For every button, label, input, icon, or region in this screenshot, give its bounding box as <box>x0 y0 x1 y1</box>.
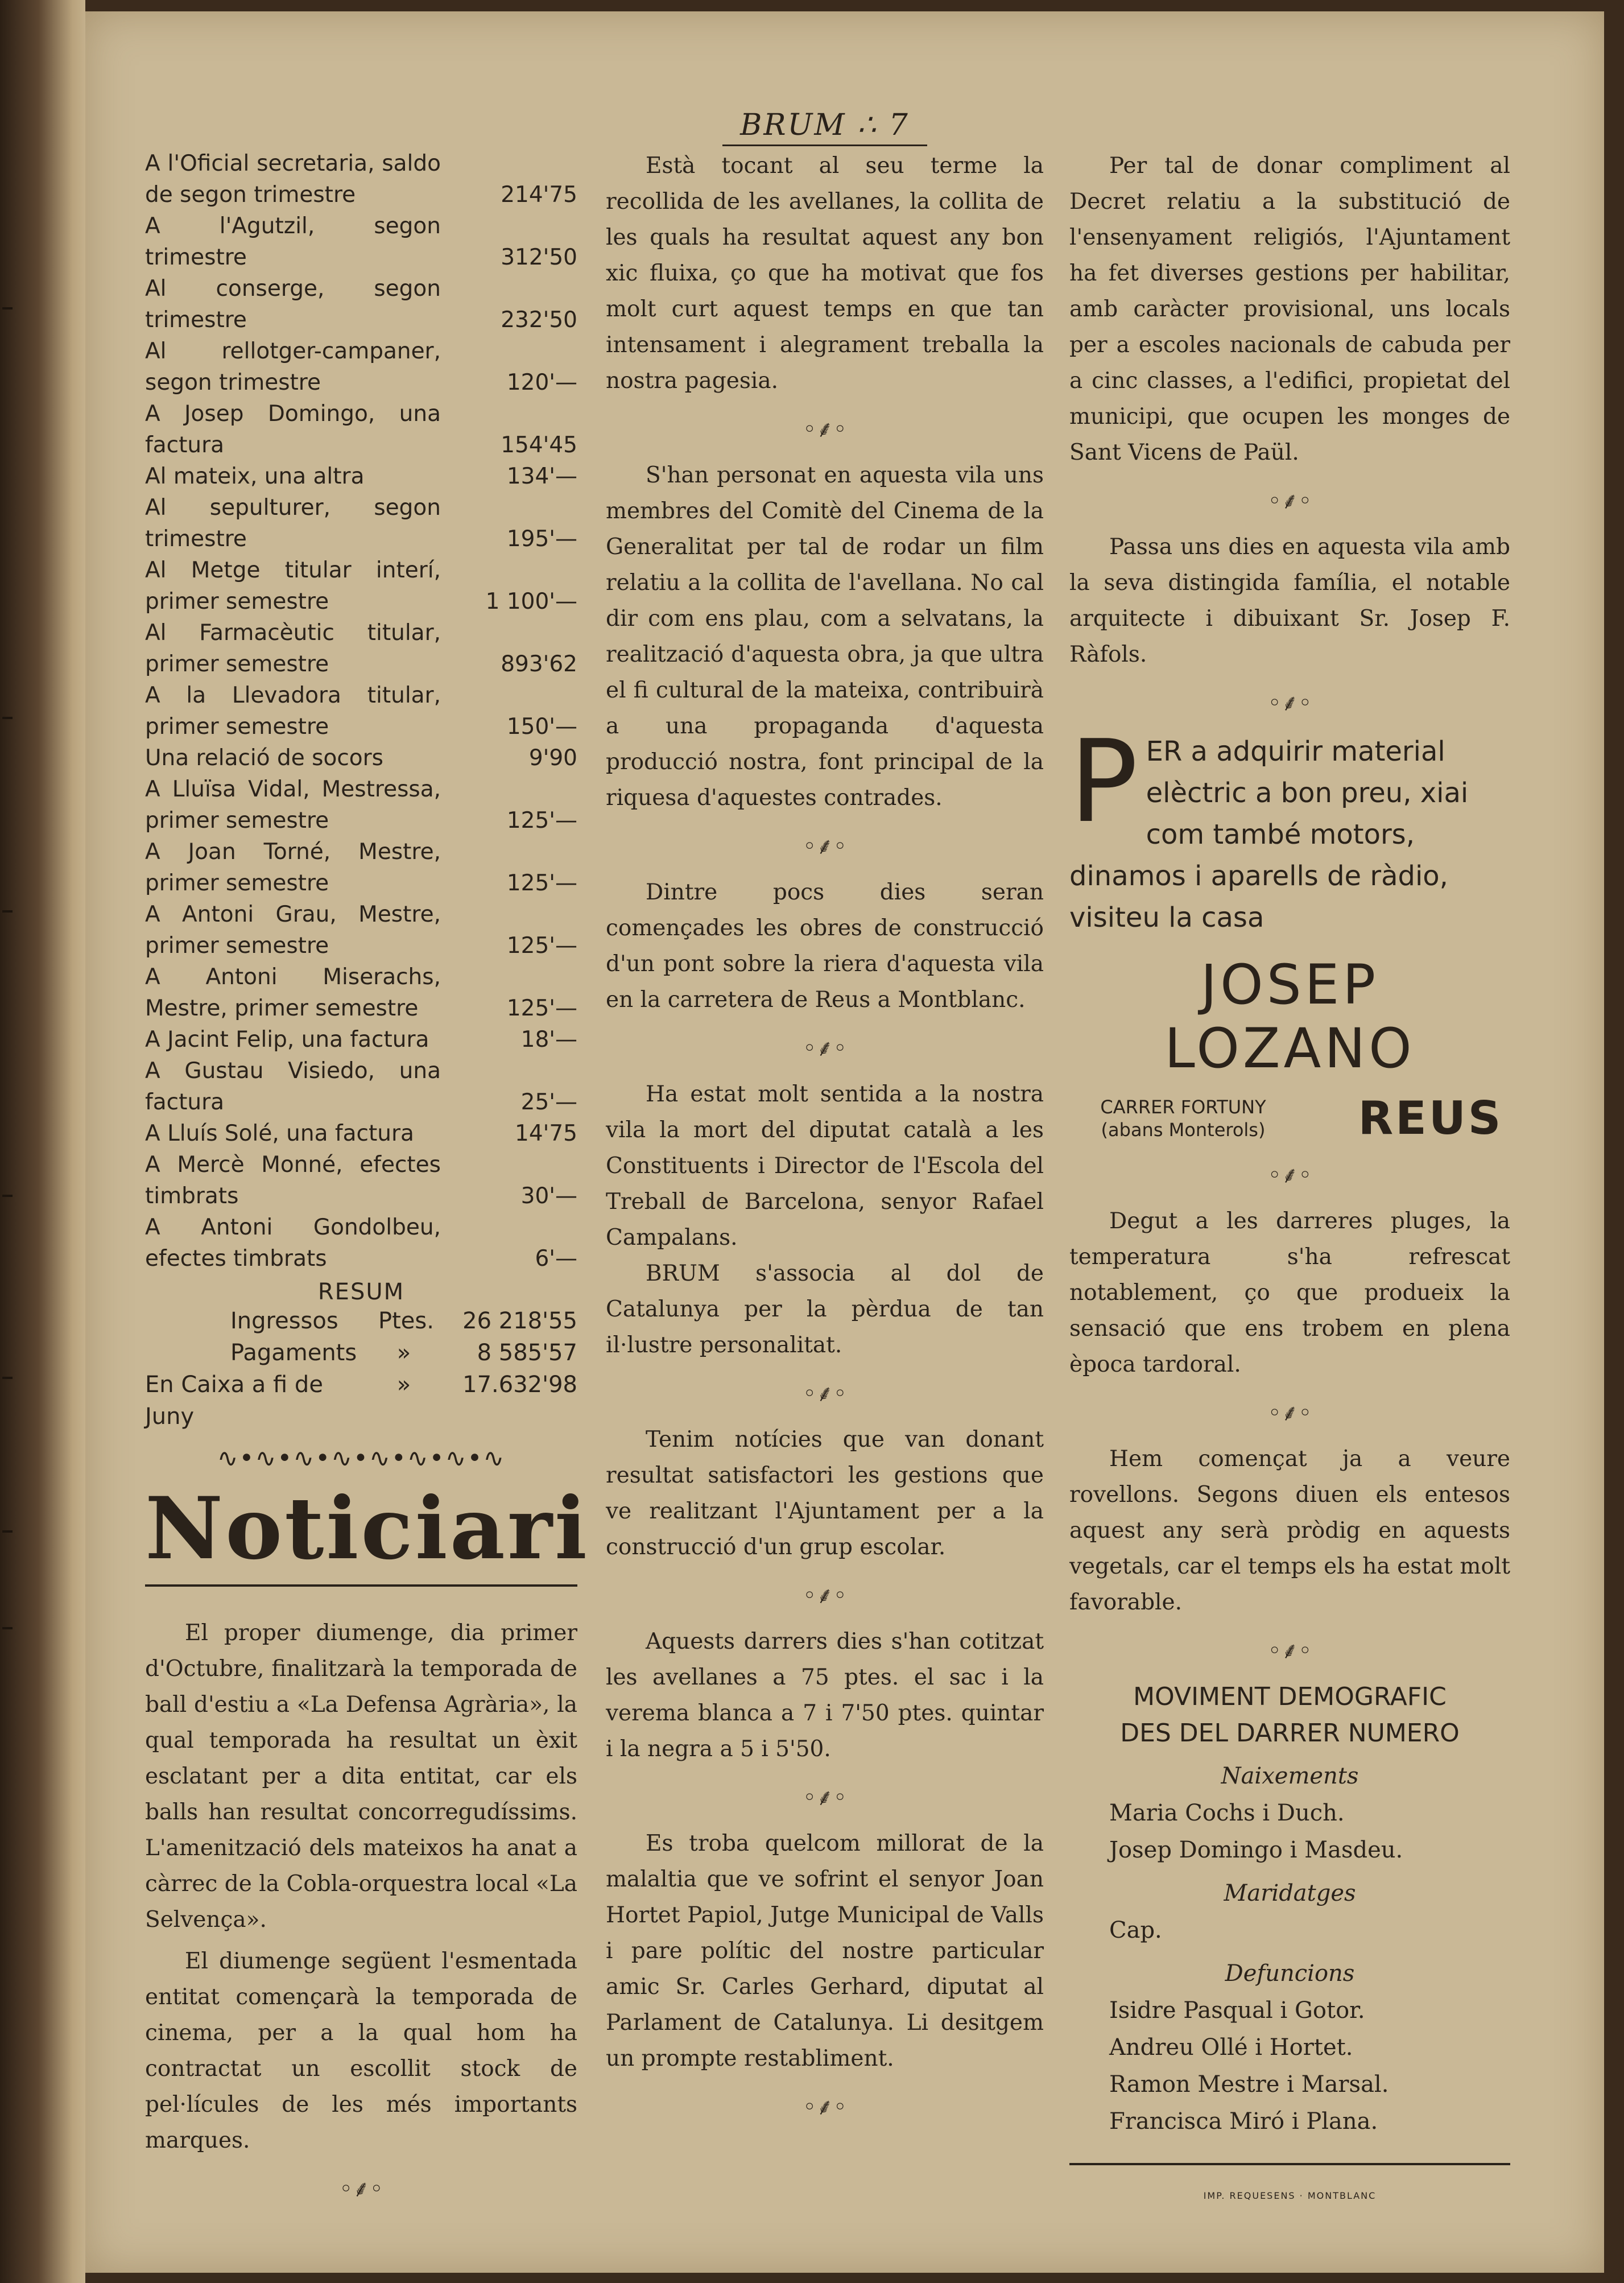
ad-address-row <box>1069 1092 1510 1145</box>
ledger-row <box>145 680 577 742</box>
ledger-row <box>145 1212 577 1274</box>
article-paragraph: S'han personat en aquesta vila uns membres del Comitè del Cinema de la Generalitat per tal de rodar un film relatiu a la collita de l'avellana. No cal dir com ens plau, com a selvatans, la realització d'aquesta obra, ja que ultra el fi cultural de la mateixa, contribuirà a una propaganda d'aquesta producció nostra, font principal de la riquesa d'aquestes contrades. <box>606 463 1044 811</box>
resum-unit: » <box>396 1372 411 1398</box>
resum-label: Ingressos <box>230 1308 338 1334</box>
ledger-amount: 214'75 <box>501 182 577 208</box>
ornament-divider: ◦⸙◦ <box>803 2094 847 2120</box>
section-title: Noticiari <box>145 1479 577 1587</box>
ledger-label: A Antoni Grau, Mestre, primer semestre <box>145 902 441 959</box>
margin-mark <box>2 307 13 309</box>
demographic-entry: Cap. <box>1109 1917 1162 1943</box>
article-paragraph: Ha estat molt sentida a la nostra vila la mort del diputat català a les Constituents i Director de l'Escola del Treball de Barcelona, senyor Rafael Campalans. <box>606 1081 1044 1250</box>
article-paragraph: Tenim notícies que van donant resultat satisfactori les gestions que ve realitzant l'Ajuntament per a la construcció d'un grup escolar. <box>606 1427 1044 1560</box>
ledger-row <box>145 273 577 336</box>
ledger-label: Al conserge, segon trimestre <box>145 276 441 333</box>
ledger-row <box>145 1055 577 1118</box>
demographic-entry: Andreu Ollé i Hortet. <box>1109 2034 1353 2061</box>
ledger-row <box>145 899 577 961</box>
ledger-row <box>145 1118 577 1149</box>
ledger-amount: 1 100'— <box>485 589 577 614</box>
ledger-amount: 120'— <box>506 370 577 395</box>
ad-address <box>1069 1096 1297 1141</box>
column-3 <box>1069 148 1510 2201</box>
resum-unit: Ptes. <box>378 1308 434 1334</box>
ad-text: ER a adquirir material elèctric a bon preu, xiai com també motors, dinamos i aparells de ràdio, visiteu la casa <box>1069 736 1469 934</box>
resum-row <box>145 1305 577 1337</box>
news-item <box>606 1624 1044 1767</box>
ledger-row <box>145 1149 577 1212</box>
ledger-row <box>145 836 577 899</box>
ledger-amount: 25'— <box>520 1089 577 1115</box>
article-paragraph: Degut a les darreres pluges, la temperatura s'ha refrescat notablement, ço que produeix la sensació que ens trobem en plena època tardoral. <box>1069 1208 1510 1377</box>
ledger-amount: 893'62 <box>501 651 577 677</box>
ledger-row <box>145 461 577 492</box>
demographic-entry: Maria Cochs i Duch. <box>1109 1800 1345 1826</box>
resum-label: En Caixa a fi de Juny <box>145 1372 323 1430</box>
article-paragraph: Hem començat ja a veure rovellons. Segons diuen els entesos aquest any serà pròdig en aquests vegetals, car el temps els ha estat molt favorable. <box>1069 1446 1510 1615</box>
ornament-divider: ◦⸙◦ <box>803 1785 847 1811</box>
ledger-amount: 6'— <box>535 1246 577 1271</box>
ad-dropcap: P <box>1069 716 1138 848</box>
demographic-entry: Ramon Mestre i Marsal. <box>1109 2071 1389 2098</box>
ad-street: CARRER FORTUNY <box>1100 1096 1266 1118</box>
ledger-label: A Lluïsa Vidal, Mestressa, primer semestre <box>145 777 441 833</box>
resum-table <box>145 1305 577 1432</box>
ledger-label: A Antoni Gondolbeu, efectes timbrats <box>145 1215 441 1271</box>
ornament-divider: ◦⸙◦ <box>803 1035 847 1062</box>
column-2 <box>606 148 1044 2135</box>
advertisement <box>1069 716 1510 1145</box>
ledger-row <box>145 336 577 398</box>
ledger-row <box>145 492 577 555</box>
article-paragraph: El proper diumenge, dia primer d'Octubre, finalitzarà la temporada de ball d'estiu a «La Defensa Agrària», la qual temporada ha resultat un èxit esclatant per a dita entitat, car els balls han resultat concorregudíssims. L'amenització dels mateixos ha anat a càrrec de la Cobla-orquestra local «La Selvença». <box>145 1620 577 1933</box>
ornament-divider: ◦⸙◦ <box>339 2176 383 2202</box>
column-3-articles-bottom <box>1069 1158 1510 1665</box>
ornament-divider: ◦⸙◦ <box>1267 1162 1312 1188</box>
ledger-amount: 195'— <box>506 526 577 552</box>
ad-city: REUS <box>1358 1092 1503 1145</box>
column-3-articles-top <box>1069 148 1510 717</box>
ledger-label: A Jacint Felip, una factura <box>145 1027 429 1052</box>
births-heading: Naixements <box>1221 1763 1359 1789</box>
column-2-articles <box>606 148 1044 2121</box>
ledger-label: A Lluís Solé, una factura <box>145 1121 414 1146</box>
ledger-table <box>145 148 577 1274</box>
news-item <box>606 148 1044 399</box>
margin-mark <box>2 1627 13 1629</box>
ledger-amount: 125'— <box>506 996 577 1021</box>
ledger-label: Una relació de socors <box>145 745 383 771</box>
ledger-row <box>145 774 577 836</box>
margin-mark <box>2 1377 13 1379</box>
ledger-label: Al sepulturer, segon trimestre <box>145 495 441 552</box>
ledger-row <box>145 555 577 617</box>
ledger-row <box>145 742 577 774</box>
ledger-amount: 150'— <box>506 714 577 740</box>
ornament-divider: ◦⸙◦ <box>1267 690 1312 716</box>
squiggle-divider: ∿•∿•∿•∿•∿•∿•∿•∿ <box>217 1444 506 1473</box>
resum-amount: 8 585'57 <box>477 1340 577 1366</box>
news-item <box>606 874 1044 1018</box>
ledger-label: Al Metge titular interí, primer semestre <box>145 558 441 614</box>
demographic-entry: Josep Domingo i Masdeu. <box>1109 1837 1403 1863</box>
resum-label: Pagaments <box>230 1340 357 1366</box>
ledger-label: Al rellotger-campaner, segon trimestre <box>145 338 441 395</box>
ledger-label: A Mercè Monné, efectes timbrats <box>145 1152 441 1209</box>
page-header: BRUM ∴ 7 <box>722 108 927 146</box>
marriages-heading: Maridatges <box>1224 1880 1356 1906</box>
ledger-label: A Antoni Miserachs, Mestre, primer semestre <box>145 964 441 1021</box>
column-1 <box>145 148 589 2217</box>
ledger-amount: 18'— <box>520 1027 577 1052</box>
margin-mark <box>2 1195 13 1197</box>
ledger-amount: 30'— <box>520 1183 577 1209</box>
deaths-list <box>1069 1992 1510 2140</box>
margin-mark <box>2 717 13 719</box>
ornament-divider: ◦⸙◦ <box>803 1583 847 1609</box>
article-paragraph: BRUM s'associa al dol de Catalunya per la pèrdua de tan il·lustre personalitat. <box>606 1261 1044 1358</box>
ledger-amount: 9'90 <box>528 745 577 771</box>
ledger-row <box>145 398 577 461</box>
ledger-row <box>145 210 577 273</box>
ledger-label: A Gustau Visiedo, una factura <box>145 1058 441 1115</box>
births-list <box>1069 1795 1510 1869</box>
margin-mark <box>2 910 13 913</box>
news-item <box>606 1076 1044 1363</box>
ledger-label: A l'Agutzil, segon trimestre <box>145 213 441 270</box>
ornament-divider: ◦⸙◦ <box>1267 1638 1312 1664</box>
article-paragraph: Està tocant al seu terme la recollida de les avellanes, la collita de les quals ha resultat aquest any bon xic fluixa, ço que ha motivat que fos molt curt aquest temps en que tan intensament i alegrament treballa la nostra pagesia. <box>606 153 1044 394</box>
ornament-divider: ◦⸙◦ <box>803 1381 847 1407</box>
ledger-row <box>145 148 577 210</box>
ad-street-old: (abans Monterols) <box>1101 1118 1266 1141</box>
book-binding <box>0 0 85 2283</box>
resum-row <box>145 1369 577 1432</box>
demographic-entry: Francisca Miró i Plana. <box>1109 2108 1378 2135</box>
ad-company-name: JOSEP LOZANO <box>1164 953 1415 1080</box>
ledger-amount: 312'50 <box>501 245 577 270</box>
ledger-row <box>145 617 577 680</box>
printer-imprint: IMP. REQUESENS · MONTBLANC <box>1203 2190 1377 2201</box>
ledger-amount: 125'— <box>506 870 577 896</box>
news-item <box>606 1826 1044 2076</box>
ledger-row <box>145 961 577 1024</box>
ornament-divider: ◦⸙◦ <box>1267 488 1312 514</box>
demographic-title-line1: MOVIMENT DEMOGRAFIC <box>1133 1682 1447 1711</box>
ledger-label: Al mateix, una altra <box>145 464 365 489</box>
ledger-label: A la Llevadora titular, primer semestre <box>145 683 441 740</box>
deaths-heading: Defuncions <box>1225 1960 1355 1987</box>
resum-title: RESUM <box>317 1279 405 1305</box>
resum-amount: 17.632'98 <box>462 1372 577 1398</box>
ledger-label: A l'Oficial secretaria, saldo de segon trimestre <box>145 151 441 208</box>
demographic-title <box>1069 1679 1510 1752</box>
article-paragraph: El diumenge següent l'esmentada entitat començarà la temporada de cinema, per a la qual hom ha contractat un escollit stock de pel·lícules de les més importants marques. <box>145 1948 577 2153</box>
ledger-amount: 14'75 <box>515 1121 577 1146</box>
margin-mark <box>2 1530 13 1533</box>
ledger-amount: 125'— <box>506 933 577 959</box>
resum-row <box>145 1337 577 1369</box>
ad-body <box>1069 716 1510 939</box>
ledger-label: A Josep Domingo, una factura <box>145 401 441 458</box>
ledger-amount: 134'— <box>506 464 577 489</box>
demographic-title-line2: DES DEL DARRER NUMERO <box>1120 1719 1460 1748</box>
news-item <box>606 457 1044 816</box>
ledger-row <box>145 1024 577 1055</box>
article-paragraph: Aquests darrers dies s'han cotitzat les avellanes a 75 ptes. el sac i la verema blanca a 7 i 7'50 ptes. quintar i la negra a 5 i 5'50. <box>606 1629 1044 1762</box>
resum-amount: 26 218'55 <box>462 1308 577 1334</box>
footer-rule <box>1069 2163 1510 2165</box>
ledger-label: Al Farmacèutic titular, primer semestre <box>145 620 441 677</box>
article-paragraph: Dintre pocs dies seran començades les obres de construcció d'un pont sobre la riera d'aquesta vila en la carretera de Reus a Montblanc. <box>606 880 1044 1013</box>
resum-unit: » <box>396 1340 411 1366</box>
ornament-divider: ◦⸙◦ <box>803 833 847 860</box>
article-paragraph: Per tal de donar compliment al Decret relatiu a la substitució de l'ensenyament religiós, l'Ajuntament ha fet diverses gestions per habilitar, amb caràcter provisional, uns locals per a escoles nacionals de cabuda per a cinc classes, a l'edifici, propietat del municipi, que ocupen les monges de Sant Vicens de Paül. <box>1069 153 1510 465</box>
demographic-entry: Isidre Pasqual i Gotor. <box>1109 1997 1365 2024</box>
news-item <box>606 1422 1044 1565</box>
article-paragraph: Passa uns dies en aquesta vila amb la seva distingida família, el notable arquitecte i dibuixant Sr. Josep F. Ràfols. <box>1069 534 1510 667</box>
article-paragraph: Es troba quelcom millorat de la malaltia que ve sofrint el senyor Joan Hortet Papiol, Jutge Municipal de Valls i pare polític del nostre particular amic Sr. Carles Gerhard, diputat al Parlament de Catalunya. Li desitgem un prompte restabliment. <box>606 1831 1044 2071</box>
ledger-amount: 154'45 <box>501 432 577 458</box>
marriages-list <box>1069 1912 1510 1949</box>
column-1-articles <box>145 1615 577 2158</box>
ledger-amount: 125'— <box>506 808 577 833</box>
ledger-amount: 232'50 <box>501 307 577 333</box>
ledger-label: A Joan Torné, Mestre, primer semestre <box>145 839 441 896</box>
ornament-divider: ◦⸙◦ <box>803 416 847 443</box>
ornament-divider: ◦⸙◦ <box>1267 1400 1312 1426</box>
